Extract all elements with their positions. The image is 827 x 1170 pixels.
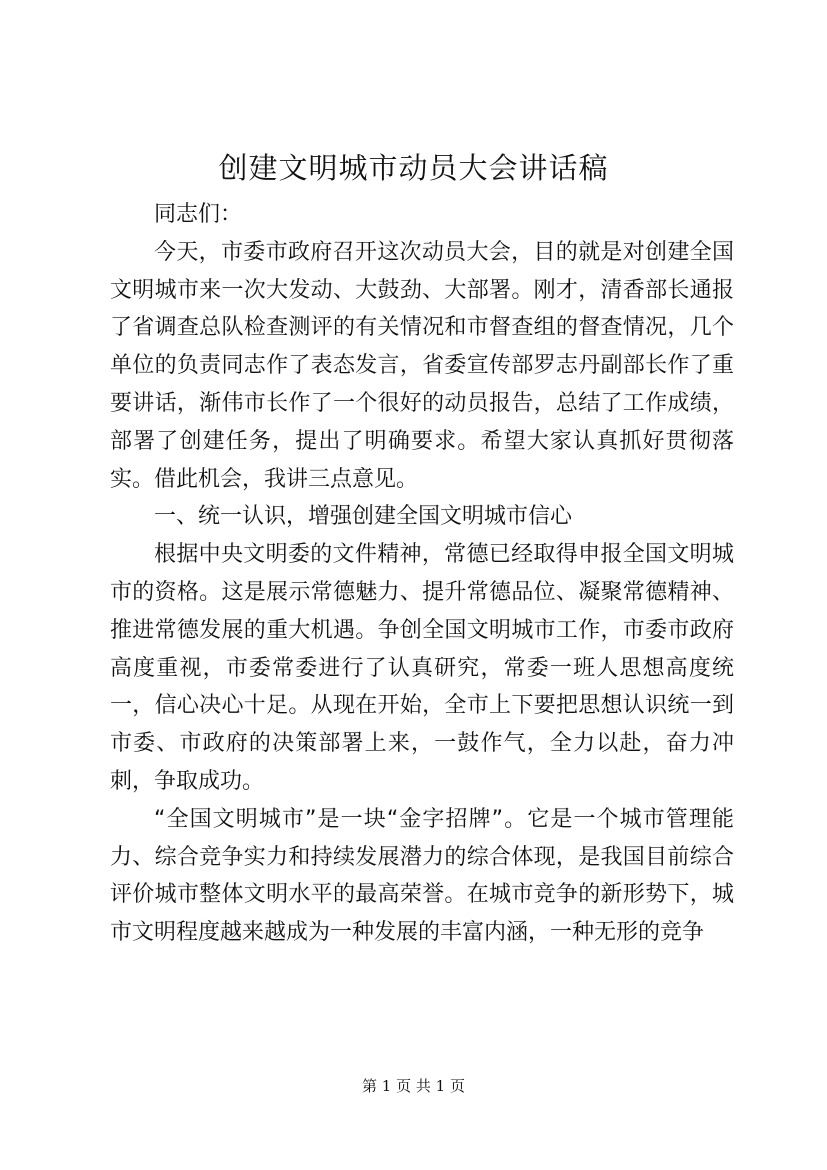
paragraph-section-1-cont: “全国文明城市”是一块“金字招牌”。它是一个城市管理能力、综合竞争实力和持续发展潜力的综合体现，是我国目前综合评价城市整体文明水平的最高荣誉。在城市竞争的新形势下，城市文明程度越来越成为一种发展的丰富内涵，一种无形的竞争 <box>110 806 734 946</box>
paragraph-intro: 今天，市委市政府召开这次动员大会，目的就是对创建全国文明城市来一次大发动、大鼓劲、大部署。刚才，清香部长通报了省调查总队检查测评的有关情况和市督查组的督查情况，几个单位的负责同志作了表态发言，省委宣传部罗志丹副部长作了重要讲话，渐伟市长作了一个很好的动员报告，总结了工作成绩，部署了创建任务，提出了明确要求。希望大家认真抓好贯彻落实。借此机会，我讲三点意见。 <box>110 239 734 492</box>
section-heading-1: 一、统一认识，增强创建全国文明城市信心 <box>154 504 573 530</box>
salutation: 同志们： <box>154 202 243 227</box>
paragraph-section-1: 根据中央文明委的文件精神，常德已经取得申报全国文明城市的资格。这是展示常德魅力、提升常德品位、凝聚常德精神、推进常德发展的重大机遇。争创全国文明城市工作，市委市政府高度重视，市委常委进行了认真研究，常委一班人思想高度统一，信心决心十足。从现在开始，全市上下要把思想认识统一到市委、市政府的决策部署上来，一鼓作气，全力以赴，奋力冲刺，争取成功。 <box>110 542 734 794</box>
page-number-footer: 第 1 页 共 1 页 <box>362 1077 465 1095</box>
document-body <box>110 196 734 952</box>
document-title: 创建文明城市动员大会讲话稿 <box>218 151 609 185</box>
